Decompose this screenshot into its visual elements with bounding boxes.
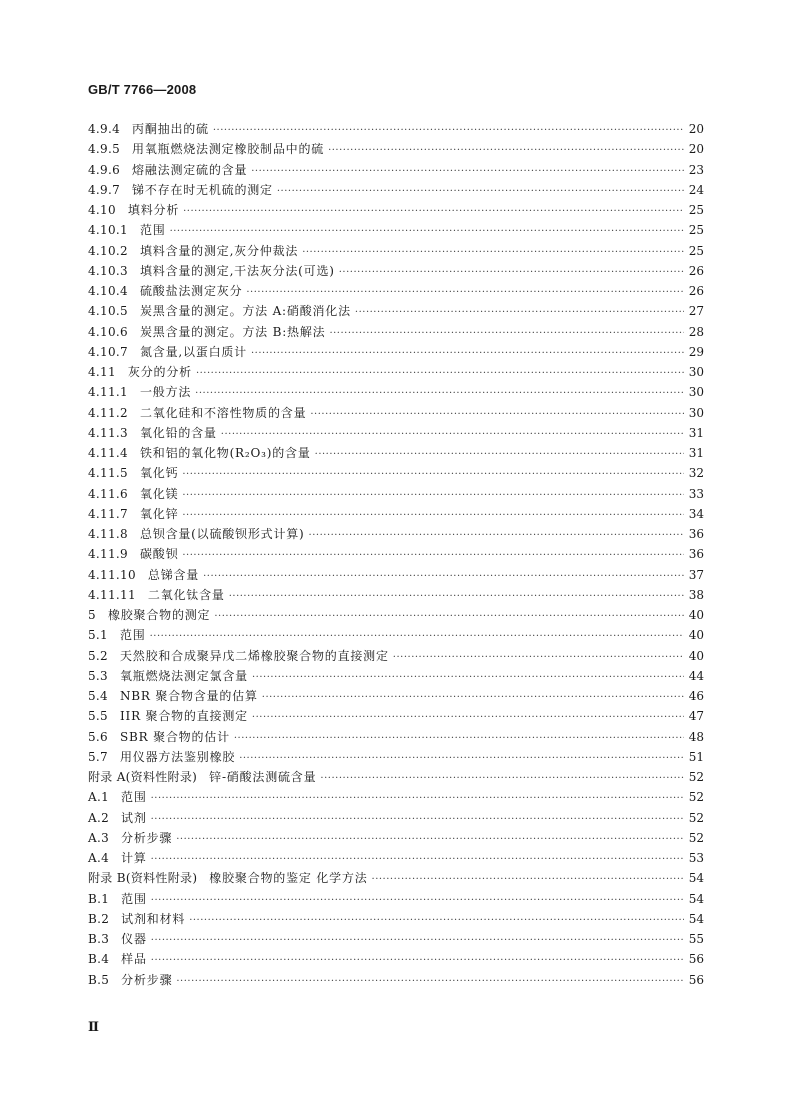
toc-entry-title: 用氧瓶燃烧法测定橡胶制品中的硫	[132, 142, 325, 157]
toc-entry-title: 氧化镁	[139, 486, 179, 501]
toc-entry-title: 天然胶和合成聚异戊二烯橡胶聚合物的直接测定	[119, 648, 389, 663]
toc-entry-number: 4.10	[88, 203, 116, 217]
toc-entry[interactable]	[88, 605, 704, 625]
toc-entry-title: 熔融法测定硫的含量	[132, 162, 248, 177]
toc-entry-title: 仪器	[121, 932, 147, 946]
toc-leader-dots	[182, 484, 684, 506]
toc-leader-dots	[251, 160, 684, 182]
toc-entry-page: 30	[688, 365, 704, 379]
toc-entry-page: 23	[688, 162, 704, 177]
page-numeral: Ⅱ	[88, 1020, 99, 1035]
toc-entry-title: IIR 聚合物的直接测定	[119, 709, 248, 724]
toc-leader-dots	[315, 443, 684, 465]
toc-entry-number: 5.2	[88, 648, 108, 663]
toc-entry-title: 样品	[121, 952, 147, 967]
toc-entry-title: 锌-硝酸法测硫含量	[209, 770, 317, 784]
toc-leader-dots	[328, 139, 684, 161]
toc-entry-page: 53	[688, 851, 704, 865]
toc-entry-number: 5.4	[88, 689, 108, 703]
toc-leader-dots	[251, 342, 684, 364]
toc-entry-title: 范围	[139, 223, 166, 238]
toc-entry[interactable]	[88, 382, 704, 402]
toc-entry-title: 碳酸钡	[139, 547, 179, 562]
toc-entry[interactable]	[88, 342, 704, 362]
toc-entry[interactable]	[88, 220, 704, 240]
toc-entry-page: 54	[688, 911, 704, 926]
toc-entry-number: B.1	[88, 891, 110, 906]
toc-entry-page: 25	[688, 243, 704, 258]
toc-entry-page: 52	[688, 830, 704, 845]
toc-entry-number: 4.11.5	[88, 466, 128, 481]
toc-entry[interactable]	[88, 747, 704, 767]
toc-leader-dots	[277, 180, 684, 202]
toc-leader-dots	[246, 281, 684, 303]
toc-entry-title: NBR 聚合物含量的估算	[119, 689, 258, 703]
toc-entry-title: 填料含量的测定,灰分仲裁法	[139, 243, 299, 258]
toc-entry-page: 25	[688, 203, 704, 217]
toc-entry-title: 二氧化钛含量	[147, 587, 225, 602]
toc-entry-title: 总锑含量	[147, 567, 200, 582]
toc-leader-dots	[182, 504, 684, 526]
toc-entry-number: B.2	[88, 911, 110, 926]
toc-entry-title: 氧化铅的含量	[139, 425, 217, 440]
toc-entry-page: 34	[688, 506, 704, 521]
toc-entry-number: A.1	[88, 790, 110, 805]
toc-leader-dots	[151, 808, 684, 830]
toc-leader-dots	[262, 686, 684, 708]
toc-entry-title: 氧化钙	[139, 466, 179, 481]
toc-entry[interactable]	[88, 281, 704, 301]
toc-leader-dots	[189, 909, 684, 931]
toc-entry[interactable]	[88, 727, 704, 747]
toc-entry-number: 4.10.2	[88, 243, 128, 258]
table-of-contents	[88, 119, 704, 990]
toc-entry[interactable]	[88, 160, 704, 180]
toc-entry-number: B.3	[88, 932, 110, 946]
toc-entry-number: 4.10.1	[88, 223, 128, 238]
toc-entry-page: 36	[688, 527, 704, 541]
toc-entry-page: 26	[688, 284, 704, 298]
toc-entry-number: 5.6	[88, 729, 108, 744]
toc-entry-page: 25	[688, 223, 704, 238]
toc-entry-page: 31	[688, 425, 704, 440]
toc-entry-title: 锑不存在时无机硫的测定	[132, 182, 273, 197]
toc-entry-title: 丙酮抽出的硫	[132, 122, 209, 136]
toc-entry[interactable]	[88, 362, 704, 382]
toc-entry-number: 4.11.1	[88, 385, 128, 400]
toc-leader-dots	[252, 666, 684, 688]
toc-entry[interactable]	[88, 686, 704, 706]
toc-entry-title: 二氧化硅和不溶性物质的含量	[139, 405, 307, 420]
toc-entry-number: 4.11.10	[88, 567, 136, 582]
toc-entry-page: 20	[688, 142, 704, 157]
toc-entry[interactable]	[88, 524, 704, 544]
toc-entry-title: 计算	[121, 851, 147, 865]
toc-entry-number: 4.9.4	[88, 122, 121, 136]
toc-entry-number: 4.10.3	[88, 263, 128, 278]
toc-entry[interactable]	[88, 949, 704, 969]
toc-entry-number: 附录 B(资料性附录)	[88, 871, 198, 886]
toc-leader-dots	[182, 463, 684, 485]
toc-entry-page: 31	[688, 446, 704, 460]
toc-entry-title: 氮含量,以蛋白质计	[139, 344, 247, 359]
toc-entry[interactable]	[88, 929, 704, 949]
toc-entry-number: 4.11.8	[88, 527, 128, 541]
toc-entry-number: B.5	[88, 972, 110, 987]
toc-entry[interactable]	[88, 423, 704, 443]
toc-entry-page: 52	[688, 770, 704, 784]
toc-entry-number: 5.7	[88, 749, 108, 764]
toc-leader-dots	[203, 565, 684, 587]
toc-entry[interactable]	[88, 625, 704, 645]
toc-entry[interactable]	[88, 139, 704, 159]
toc-entry-title: SBR 聚合物的估计	[119, 729, 230, 744]
toc-entry-title: 铁和铝的氧化物(R₂O₃)的含量	[139, 446, 311, 460]
toc-entry-title: 范围	[119, 628, 146, 643]
toc-leader-dots	[229, 585, 684, 607]
toc-leader-dots	[302, 241, 684, 263]
toc-entry[interactable]	[88, 889, 704, 909]
toc-entry-number: 附录 A(资料性附录)	[88, 770, 198, 784]
toc-leader-dots	[151, 787, 684, 809]
toc-entry[interactable]	[88, 767, 704, 787]
toc-leader-dots	[320, 767, 684, 789]
toc-entry-number: 4.11.6	[88, 486, 128, 501]
toc-entry-number: 5	[88, 608, 96, 622]
standard-code-header: GB/T 7766—2008	[88, 82, 197, 97]
toc-entry[interactable]	[88, 241, 704, 261]
toc-entry-page: 48	[688, 729, 704, 744]
toc-entry-number: 4.11.7	[88, 506, 128, 521]
toc-entry-page: 38	[688, 587, 704, 602]
toc-leader-dots	[170, 220, 684, 242]
toc-entry[interactable]	[88, 787, 704, 807]
toc-leader-dots	[213, 119, 684, 141]
toc-entry-title: 范围	[121, 790, 147, 805]
toc-entry-page: 56	[688, 972, 704, 987]
toc-entry[interactable]	[88, 200, 704, 220]
toc-leader-dots	[239, 747, 684, 769]
toc-leader-dots	[176, 970, 684, 992]
toc-entry-number: 4.9.5	[88, 142, 121, 157]
toc-entry-number: A.2	[88, 810, 110, 825]
toc-entry[interactable]	[88, 848, 704, 868]
toc-leader-dots	[221, 423, 684, 445]
toc-entry-number: 4.11.2	[88, 405, 128, 420]
toc-entry-title: 总钡含量(以硫酸钡形式计算)	[139, 527, 305, 541]
toc-entry-number: 5.5	[88, 709, 108, 724]
toc-entry-title: 炭黑含量的测定。方法 A:硝酸消化法	[139, 304, 351, 319]
toc-entry[interactable]	[88, 119, 704, 139]
toc-entry-title: 橡胶聚合物的测定	[107, 608, 211, 622]
toc-entry-title: 分析步骤	[121, 972, 173, 987]
toc-entry[interactable]	[88, 544, 704, 564]
toc-entry-page: 52	[688, 810, 704, 825]
toc-entry[interactable]	[88, 565, 704, 585]
toc-leader-dots	[151, 889, 684, 911]
toc-entry-number: 4.11	[88, 365, 116, 379]
toc-entry-page: 54	[688, 891, 704, 906]
toc-leader-dots	[151, 848, 684, 870]
toc-entry-title: 氧瓶燃烧法测定氯含量	[119, 668, 248, 683]
toc-entry[interactable]	[88, 828, 704, 848]
toc-entry-page: 27	[688, 304, 704, 319]
toc-entry-page: 40	[688, 628, 704, 643]
toc-leader-dots	[234, 727, 684, 749]
toc-entry-page: 30	[688, 405, 704, 420]
toc-leader-dots	[355, 301, 684, 323]
toc-entry-title: 填料分析	[127, 203, 180, 217]
toc-entry[interactable]	[88, 301, 704, 321]
toc-entry[interactable]	[88, 484, 704, 504]
toc-leader-dots	[372, 868, 684, 890]
toc-entry[interactable]	[88, 180, 704, 200]
toc-leader-dots	[150, 625, 684, 647]
toc-leader-dots	[151, 929, 684, 951]
toc-entry-page: 40	[688, 648, 704, 663]
toc-leader-dots	[151, 949, 684, 971]
toc-entry-number: B.4	[88, 952, 110, 967]
toc-leader-dots	[393, 646, 684, 668]
toc-entry-title: 橡胶聚合物的鉴定 化学方法	[209, 871, 368, 886]
toc-entry-page: 20	[688, 122, 704, 136]
toc-leader-dots	[183, 200, 684, 222]
toc-entry[interactable]	[88, 443, 704, 463]
toc-entry-page: 51	[688, 749, 704, 764]
toc-entry-page: 29	[688, 344, 704, 359]
toc-leader-dots	[329, 322, 684, 344]
toc-entry[interactable]	[88, 666, 704, 686]
toc-entry[interactable]	[88, 706, 704, 726]
toc-entry-page: 37	[688, 567, 704, 582]
toc-leader-dots	[252, 706, 684, 728]
toc-entry-title: 用仪器方法鉴别橡胶	[119, 749, 236, 764]
toc-entry-number: 4.11.4	[88, 446, 128, 460]
toc-leader-dots	[176, 828, 684, 850]
toc-leader-dots	[195, 382, 684, 404]
toc-entry-page: 46	[688, 689, 704, 703]
toc-entry-title: 氧化锌	[139, 506, 179, 521]
toc-entry-title: 硫酸盐法测定灰分	[139, 284, 243, 298]
toc-entry[interactable]	[88, 646, 704, 666]
toc-entry-number: 4.11.9	[88, 547, 128, 562]
toc-entry-page: 32	[688, 466, 704, 481]
toc-entry-page: 36	[688, 547, 704, 562]
toc-entry[interactable]	[88, 808, 704, 828]
toc-entry-title: 灰分的分析	[127, 365, 192, 379]
toc-entry-page: 47	[688, 709, 704, 724]
toc-entry-title: 填料含量的测定,干法灰分法(可选)	[139, 263, 335, 278]
toc-leader-dots	[214, 605, 684, 627]
toc-entry-page: 24	[688, 182, 704, 197]
toc-entry-title: 炭黑含量的测定。方法 B:热解法	[139, 324, 326, 339]
toc-entry-number: 4.10.7	[88, 344, 128, 359]
toc-entry-number: 4.10.6	[88, 324, 128, 339]
toc-entry-number: A.3	[88, 830, 110, 845]
toc-entry-number: 4.10.4	[88, 284, 128, 298]
toc-entry-page: 56	[688, 952, 704, 967]
toc-entry[interactable]	[88, 868, 704, 888]
toc-entry[interactable]	[88, 261, 704, 281]
toc-entry-page: 54	[688, 871, 704, 886]
toc-entry-page: 28	[688, 324, 704, 339]
toc-entry-number: 4.11.11	[88, 587, 136, 602]
toc-entry-page: 33	[688, 486, 704, 501]
toc-entry-page: 40	[688, 608, 704, 622]
toc-leader-dots	[309, 524, 684, 546]
toc-entry-page: 30	[688, 385, 704, 400]
toc-leader-dots	[182, 544, 684, 566]
toc-entry[interactable]	[88, 322, 704, 342]
toc-leader-dots	[310, 403, 684, 425]
toc-entry[interactable]	[88, 970, 704, 990]
toc-entry-title: 范围	[121, 891, 147, 906]
toc-entry-number: 4.10.5	[88, 304, 128, 319]
toc-entry[interactable]	[88, 463, 704, 483]
toc-entry-page: 26	[688, 263, 704, 278]
toc-entry-number: 5.1	[88, 628, 108, 643]
toc-entry-page: 52	[688, 790, 704, 805]
toc-entry-number: 4.11.3	[88, 425, 128, 440]
toc-entry-number: 4.9.6	[88, 162, 121, 177]
toc-entry[interactable]	[88, 909, 704, 929]
toc-entry[interactable]	[88, 504, 704, 524]
toc-entry-page: 44	[688, 668, 704, 683]
toc-entry-page: 55	[688, 932, 704, 946]
toc-entry-title: 一般方法	[139, 385, 192, 400]
toc-entry[interactable]	[88, 585, 704, 605]
toc-entry-number: 4.9.7	[88, 182, 121, 197]
toc-entry-number: 5.3	[88, 668, 108, 683]
toc-leader-dots	[339, 261, 684, 283]
toc-entry-number: A.4	[88, 851, 110, 865]
toc-leader-dots	[196, 362, 684, 384]
toc-entry-title: 试剂和材料	[121, 911, 186, 926]
toc-entry-title: 分析步骤	[121, 830, 173, 845]
toc-entry[interactable]	[88, 403, 704, 423]
toc-entry-title: 试剂	[121, 810, 147, 825]
